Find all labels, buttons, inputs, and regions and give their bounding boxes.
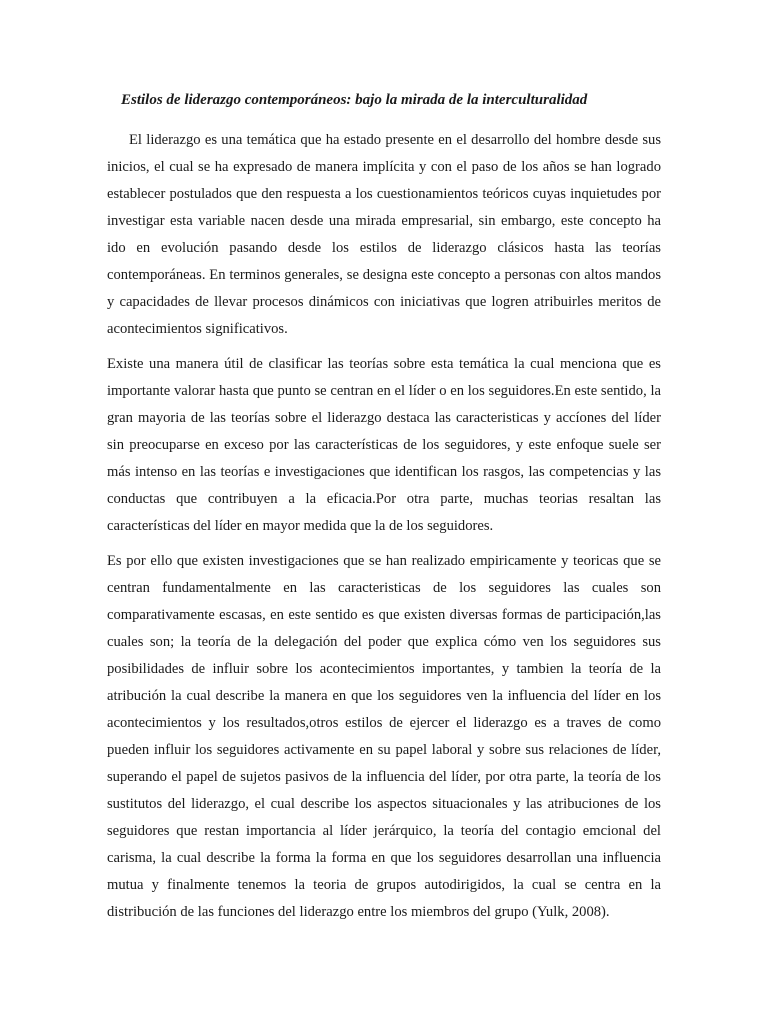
paragraph-1: El liderazgo es una temática que ha estado presente en el desarrollo del hombre desde sus inicios, el cual se ha expresado de manera implícita y con el paso de los años se han logrado establecer postulados que den respuesta a los cuestionamientos teóricos cuyas inquietudes por investigar esta variable nacen desde una mirada empresarial, sin embargo, este concepto ha ido en evolución pasando desde los estilos de liderazgo clásicos hasta las teorías contemporáneas. En terminos generales, se designa este concepto a personas con altos mandos y capacidades de llevar procesos dinámicos con iniciativas que logren atribuirles meritos de acontecimientos significativos. [107, 132, 661, 337]
document-title: Estilos de liderazgo contemporáneos: bajo la mirada de la interculturalidad [121, 92, 588, 108]
paragraph-2: Existe una manera útil de clasificar las teorías sobre esta temática la cual menciona que es importante valorar hasta que punto se centran en el líder o en los seguidores.En este sentido, la gran mayoria de las teorías sobre el liderazgo destaca las caracteristicas y accíones del líder sin preocuparse en exceso por las características de los seguidores, y este enfoque suele ser más intenso en las teorías e investigaciones que identifican los rasgos, las competencias y las conductas que contribuyen a la eficacia.Por otra parte, muchas teorias resaltan las características del líder en mayor medida que la de los seguidores. [107, 356, 661, 534]
paragraph-3: Es por ello que existen investigaciones que se han realizado empiricamente y teoricas que se centran fundamentalmente en las caracteristicas de los seguidores las cuales son comparativamente escasas, en este sentido es que existen diversas formas de participación,las cuales son; la teoría de la delegación del poder que explica cómo ven los seguidores sus posibilidades de influir sobre los acontecimientos importantes, y tambien la teoría de la atribución la cual describe la manera en que los seguidores ven la influencia del líder en los acontecimientos y los resultados,otros estilos de ejercer el liderazgo es a traves de como pueden influir los seguidores activamente en su papel laboral y sobre sus relaciones de líder, superando el papel de sujetos pasivos de la influencia del líder, por otra parte, la teoría de los sustitutos del liderazgo, el cual describe los aspectos situacionales y las atribuciones de los seguidores que restan importancia al líder jerárquico, la teoría del contagio emcional del carisma, la cual describe la forma la forma en que los seguidores desarrollan una influencia mutua y finalmente tenemos la teoria de grupos autodirigidos, la cual se centra en la distribución de las funciones del liderazgo entre los miembros del grupo (Yulk, 2008). [107, 553, 661, 920]
